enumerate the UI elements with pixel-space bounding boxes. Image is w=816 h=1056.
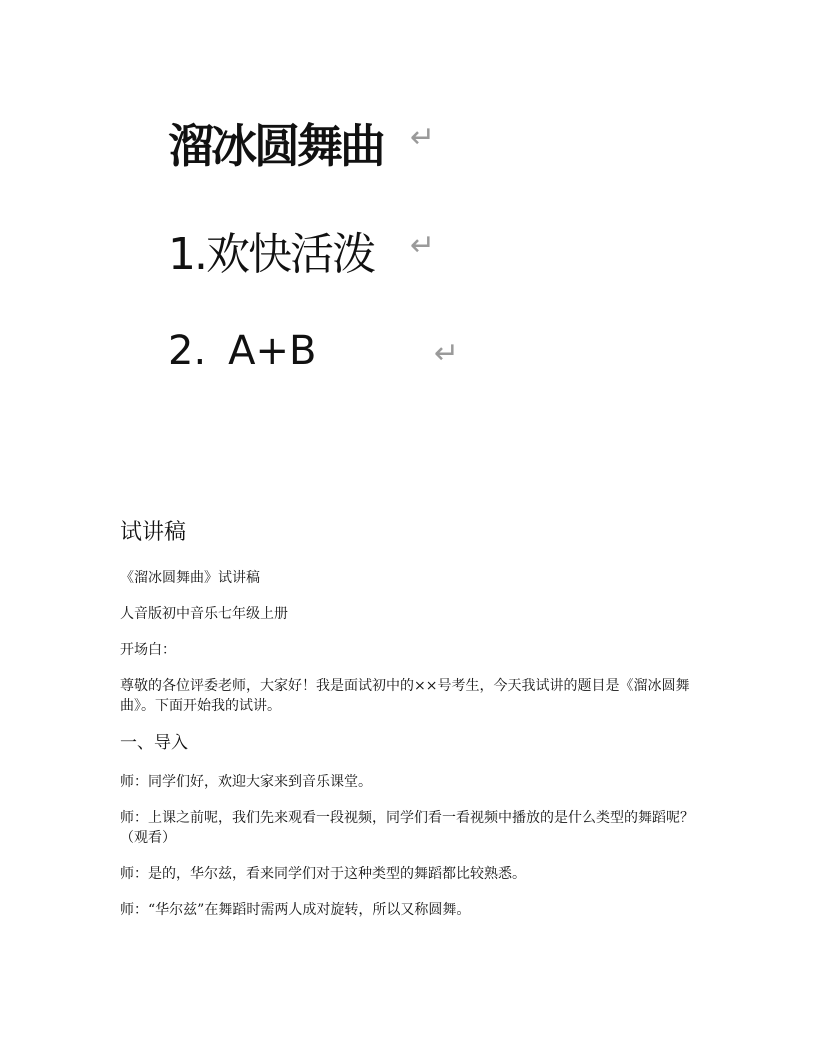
paragraph: 人音版初中音乐七年级上册 bbox=[120, 606, 288, 623]
lesson-slide-image bbox=[160, 100, 500, 390]
paragraph: 师：“华尔兹”在舞蹈时需两人成对旋转，所以又称圆舞。 bbox=[120, 902, 471, 919]
slide-item-1: 1.欢快活泼 bbox=[168, 229, 374, 280]
paragraph-return-icon: ↵ bbox=[410, 120, 436, 155]
slide-title: 溜冰圆舞曲 bbox=[168, 119, 383, 173]
document-heading: 试讲稿 bbox=[120, 520, 187, 545]
paragraph: 《溜冰圆舞曲》试讲稿 bbox=[120, 570, 260, 587]
paragraph: 尊敬的各位评委老师，大家好！我是面试初中的××号考生，今天我试讲的题目是《溜冰圆舞曲》。下面开始我的试讲。 bbox=[120, 678, 690, 715]
slide-item-2-text: A+B bbox=[228, 328, 317, 374]
slide-item-2-number: 2. bbox=[168, 328, 207, 374]
paragraph: 师：是的，华尔兹，看来同学们对于这种类型的舞蹈都比较熟悉。 bbox=[120, 866, 526, 883]
slide-item-2 bbox=[168, 328, 317, 374]
paragraph: 师：同学们好，欢迎大家来到音乐课堂。 bbox=[120, 774, 372, 791]
paragraph: 师：上课之前呢，我们先来观看一段视频，同学们看一看视频中播放的是什么类型的舞蹈呢？（观看） bbox=[120, 810, 694, 847]
document-body bbox=[120, 520, 710, 936]
section-heading: 一、导入 bbox=[120, 733, 188, 754]
paragraph: 开场白： bbox=[120, 642, 176, 659]
paragraph-return-icon: ↵ bbox=[434, 336, 460, 371]
paragraph-return-icon: ↵ bbox=[410, 228, 436, 263]
